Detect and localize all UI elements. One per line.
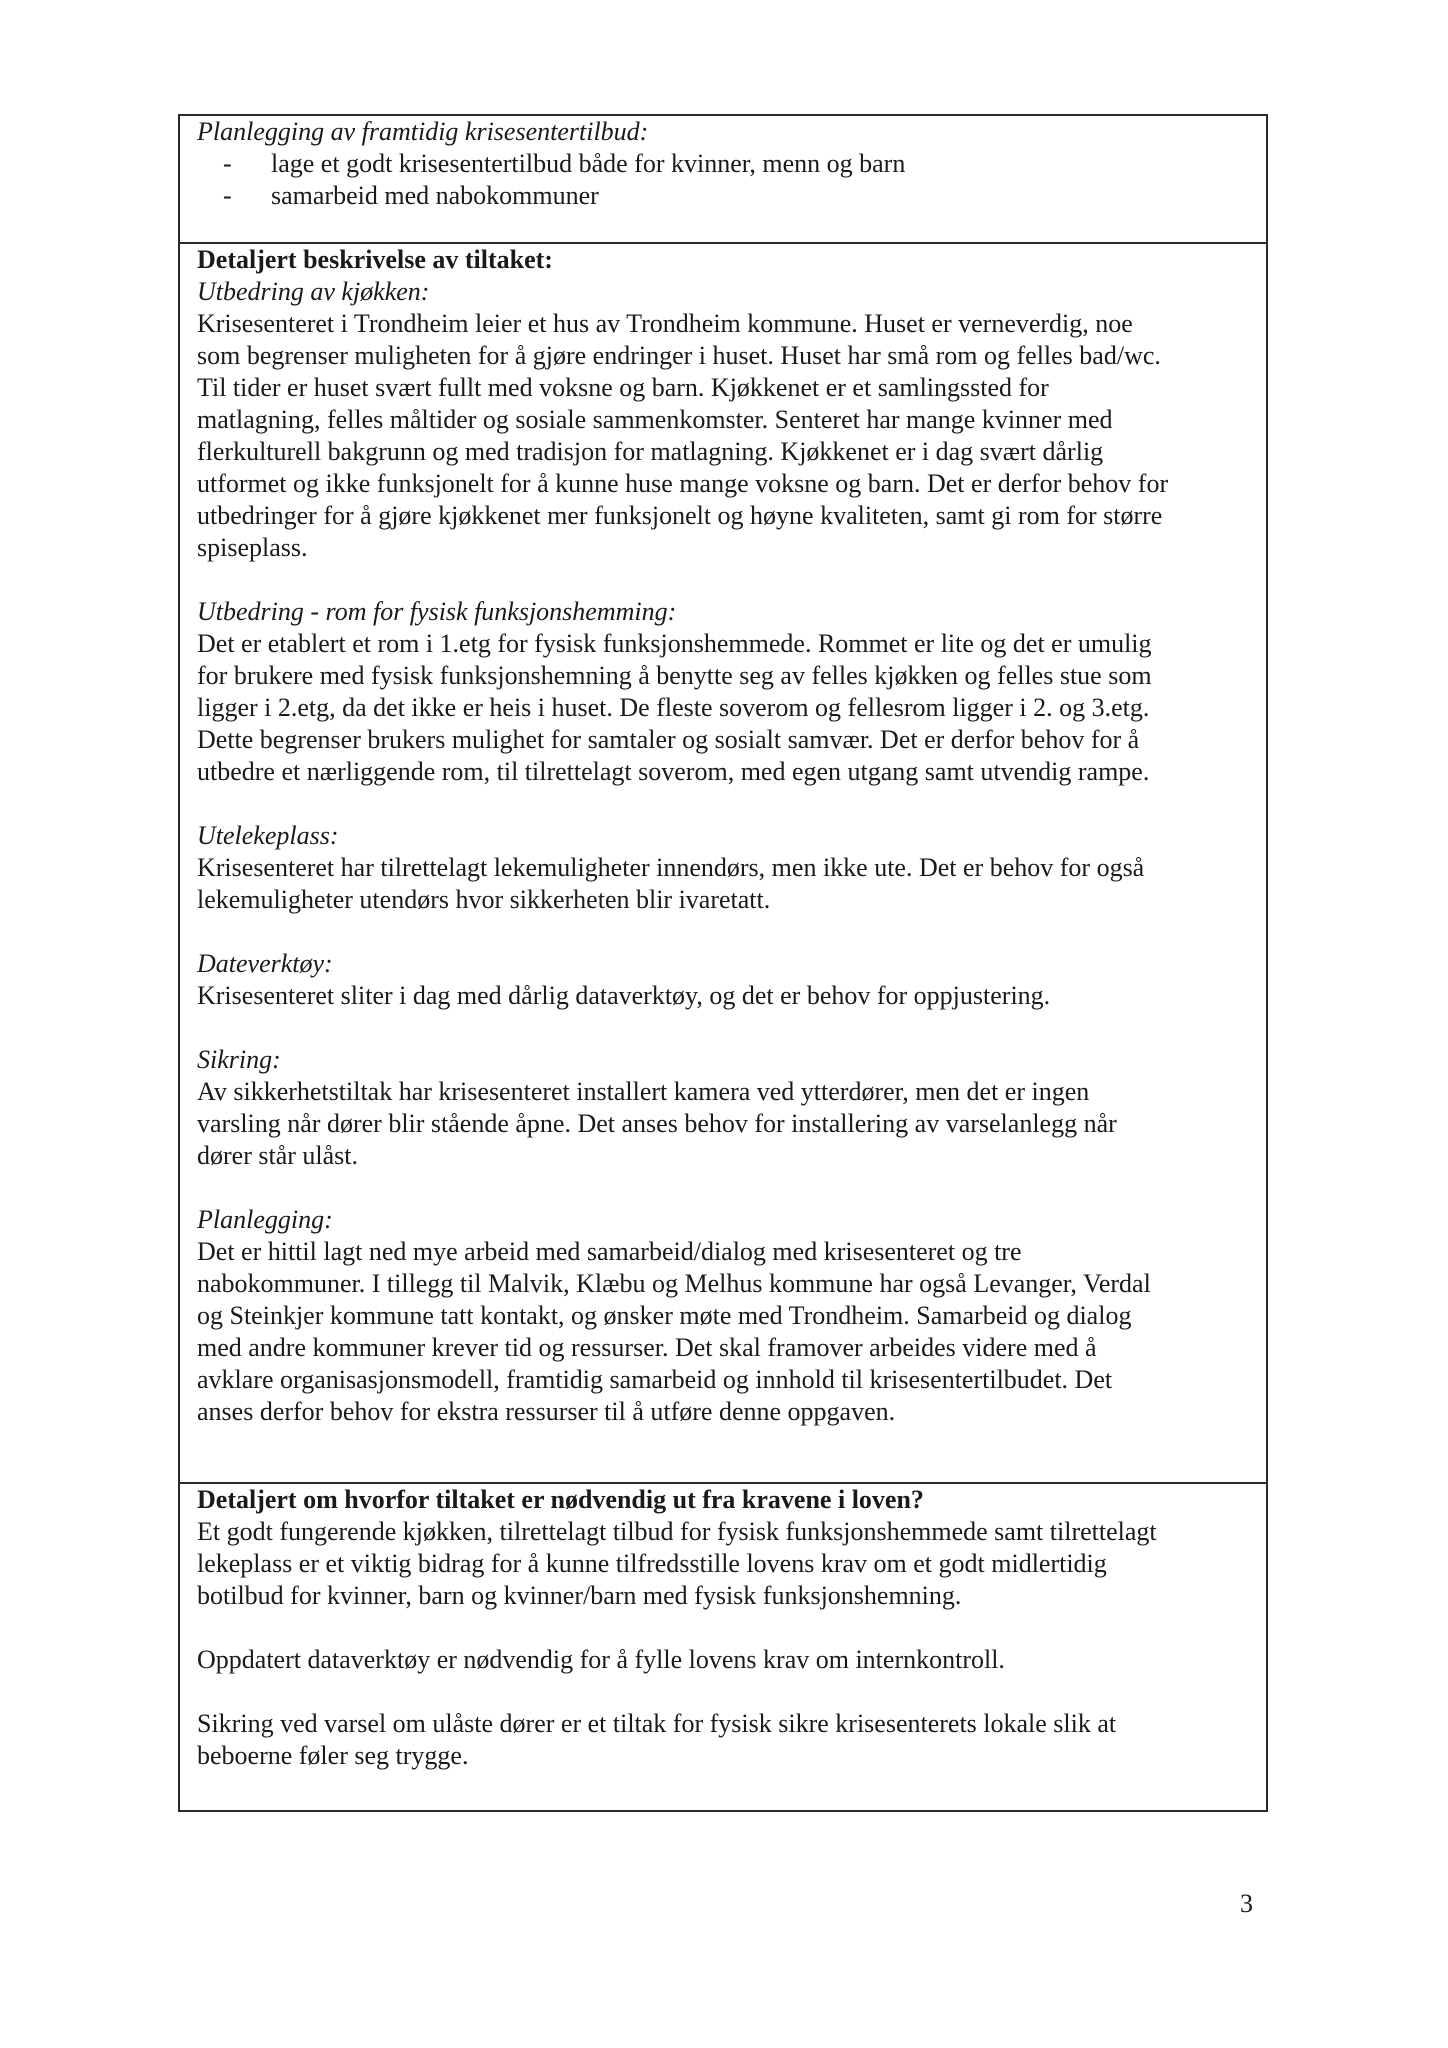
planning-bullet-list (197, 148, 1252, 212)
subsection-body-playground (197, 852, 1252, 916)
text-line: som begrenser muligheten for å gjøre endringer i huset. Huset har små rom og felles bad/wc. (197, 341, 1161, 370)
text-line: Krisesenteret har tilrettelagt lekemuligheter innendørs, men ikke ute. Det er behov for også (197, 853, 1145, 882)
justification-paragraph (197, 1708, 1252, 1772)
text-line: utbedringer for å gjøre kjøkkenet mer funksjonelt og høyne kvaliteten, samt gi rom for større (197, 501, 1163, 530)
text-line: matlagning, felles måltider og sosiale sammenkomster. Senteret har mange kvinner med (197, 405, 1113, 434)
text-line: utbedre et nærliggende rom, til tilrettelagt soverom, med egen utgang samt utvendig rampe. (197, 757, 1150, 786)
text-line: Til tider er huset svært fullt med voksne og barn. Kjøkkenet er et samlingssted for (197, 373, 1049, 402)
list-item (223, 180, 1252, 212)
text-line: avklare organisasjonsmodell, framtidig samarbeid og innhold til krisesentertilbudet. Det (197, 1365, 1113, 1394)
text-line: Av sikkerhetstiltak har krisesenteret installert kamera ved ytterdører, men det er ingen (197, 1077, 1090, 1106)
legal-justification-heading: Detaljert om hvorfor tiltaket er nødvendig ut fra kravene i loven? (197, 1485, 924, 1514)
text-line: Et godt fungerende kjøkken, tilrettelagt tilbud for fysisk funksjonshemmede samt tilrettelagt (197, 1517, 1157, 1546)
text-line: Det er hittil lagt ned mye arbeid med samarbeid/dialog med krisesenteret og tre (197, 1237, 1022, 1266)
text-line: Sikring ved varsel om ulåste dører er et tiltak for fysisk sikre krisesenterets lokale slik at (197, 1709, 1117, 1738)
text-line: for brukere med fysisk funksjonshemning å benytte seg av felles kjøkken og felles stue som (197, 661, 1152, 690)
bullet-text: lage et godt krisesentertilbud både for kvinner, menn og barn (271, 149, 906, 178)
text-line: lekemuligheter utendørs hvor sikkerheten blir ivaretatt. (197, 885, 771, 914)
text-line: flerkulturell bakgrunn og med tradisjon for matlagning. Kjøkkenet er i dag svært dårlig (197, 437, 1104, 466)
text-line: Dette begrenser brukers mulighet for samtaler og sosialt samvær. Det er derfor behov for å (197, 725, 1140, 754)
text-line: Det er etablert et rom i 1.etg for fysisk funksjonshemmede. Rommet er lite og det er umulig (197, 629, 1152, 658)
subsection-body-planning (197, 1236, 1252, 1428)
bullet-dash: - (223, 149, 232, 178)
subsection-title-kitchen: Utbedring av kjøkken: (197, 277, 430, 306)
justification-paragraph (197, 1516, 1252, 1612)
text-line: beboerne føler seg trygge. (197, 1741, 469, 1770)
page-number: 3 (1240, 1889, 1253, 1918)
text-line: Krisesenteret sliter i dag med dårlig dataverktøy, og det er behov for oppjustering. (197, 981, 1051, 1010)
subsection-title-planning: Planlegging: (197, 1205, 333, 1234)
planning-box (178, 114, 1268, 242)
bullet-dash: - (223, 181, 232, 210)
text-line: lekeplass er et viktig bidrag for å kunne tilfredsstille lovens krav om et godt midlertidig (197, 1549, 1107, 1578)
text-line: dører står ulåst. (197, 1141, 359, 1170)
description-heading: Detaljert beskrivelse av tiltaket: (197, 245, 553, 274)
justification-paragraph (197, 1644, 1252, 1676)
subsection-body-it-tools (197, 980, 1252, 1012)
subsection-body-accessibility (197, 628, 1252, 788)
subsection-title-security: Sikring: (197, 1045, 281, 1074)
legal-justification-box (178, 1482, 1268, 1812)
text-line: med andre kommuner krever tid og ressurser. Det skal framover arbeides videre med å (197, 1333, 1097, 1362)
list-item (223, 148, 1252, 180)
bullet-text: samarbeid med nabokommuner (271, 181, 599, 210)
text-line: ligger i 2.etg, da det ikke er heis i huset. De fleste soverom og fellesrom ligger i 2. og 3.etg. (197, 693, 1150, 722)
subsection-title-playground: Utelekeplass: (197, 821, 339, 850)
text-line: Krisesenteret i Trondheim leier et hus av Trondheim kommune. Huset er verneverdig, noe (197, 309, 1133, 338)
text-line: botilbud for kvinner, barn og kvinner/barn med fysisk funksjonshemning. (197, 1581, 962, 1610)
text-line: utformet og ikke funksjonelt for å kunne huse mange voksne og barn. Det er derfor behov for (197, 469, 1169, 498)
text-line: og Steinkjer kommune tatt kontakt, og ønsker møte med Trondheim. Samarbeid og dialog (197, 1301, 1132, 1330)
text-line: nabokommuner. I tillegg til Malvik, Klæbu og Melhus kommune har også Levanger, Verdal (197, 1269, 1151, 1298)
text-line: anses derfor behov for ekstra ressurser til å utføre denne oppgaven. (197, 1397, 896, 1426)
subsection-title-accessibility: Utbedring - rom for fysisk funksjonshemming: (197, 597, 677, 626)
text-line: Oppdatert dataverktøy er nødvendig for å fylle lovens krav om internkontroll. (197, 1645, 1005, 1674)
subsection-body-security (197, 1076, 1252, 1172)
text-line: spiseplass. (197, 533, 308, 562)
subsection-body-kitchen (197, 308, 1252, 564)
planning-heading: Planlegging av framtidig krisesentertilbud: (197, 117, 649, 146)
description-box (178, 242, 1268, 1482)
text-line: varsling når dører blir stående åpne. Det anses behov for installering av varselanlegg når (197, 1109, 1117, 1138)
subsection-title-it-tools: Dateverktøy: (197, 949, 333, 978)
